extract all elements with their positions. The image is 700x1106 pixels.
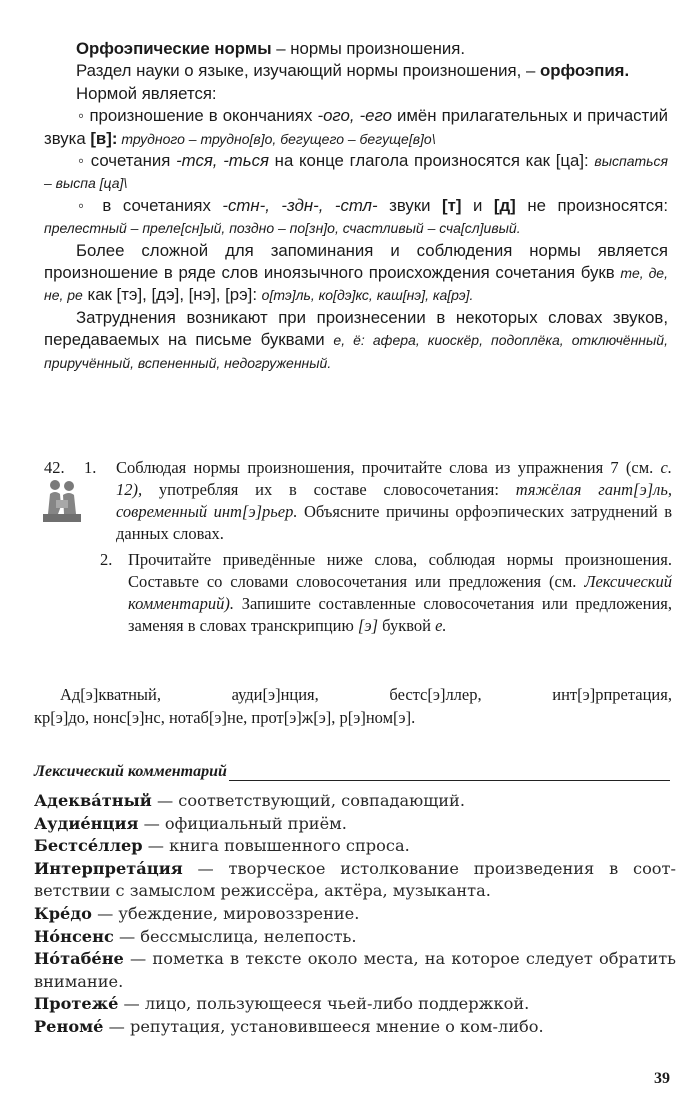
glossary-entry: Аудие́нция — официальный приём. [34,813,347,833]
task-number: 1. [84,458,97,477]
norm-bullet-3: ◦ в сочетаниях -стн-, -здн-, -стл- звуки [т] и [д] не произносятся: прелестный – преле[сн]ый, поздно – по[зн]о, счастливый – сча[сл]ивый. [44,195,669,237]
list-item: Ад[э]кватный, [60,685,161,704]
exercise-task-1: 42. 1. Соблюдая нормы произношения, прочитайте слова из упражнения 7 (см. с. 12), употребляя их в составе словосочетания: тяжёлая гант[э]ль, современный инт[э]рьер. Объясните причины орфоэпических затруднений в данных словах. [44,458,672,543]
glossary-entry: Но́табе́не — пометка в тексте около места, на которое следует обратить внимание. [34,949,676,991]
foreign-words-rule: Более сложной для запоминания и соблюдения нормы является произношение в ряде слов иноязычного происхождения сочетания букв те, де, не, ре как [тэ], [дэ], [нэ], [рэ]: о[тэ]ль, ко[дэ]кс, каш[нэ], ка[рэ]. [44,240,668,305]
glossary-entry: Реноме́ — репутация, установившееся мнение о ком-либо. [34,1016,544,1036]
term-orthoepic-norms: Орфоэпические нормы [76,39,272,58]
word-list-row: кр[э]до, нонс[э]нс, нотаб[э]не, прот[э]ж[э], р[э]ном[э]. [34,708,416,727]
term-orthoepy: орфоэпия. [539,61,630,81]
glossary-entry: Кре́до — убеждение, мировоззрение. [34,903,360,923]
lexical-commentary [34,790,676,1039]
lexical-commentary-heading: Лексический комментарий [34,759,670,781]
norm-bullet-2: ◦ сочетания -тся, -ться на конце глагола произносятся как [ца]: выспаться – выспа [ца]\ [44,151,668,192]
word-list-row [60,683,672,706]
list-item: ауди[э]нция, [231,685,319,704]
exercise-task-2: 2. Прочитайте приведённые ниже слова, соблюдая нормы произношения. Составьте со словами словосочетания или предложения (см. Лексический комментарий). Запишите составленные словосочетания или предложения, заменяя в словах транскрипцию [э] буквой е. [100,550,672,635]
norm-intro: Нормой является: [76,83,217,103]
bullet-icon: ◦ [78,106,85,126]
word-list [34,683,672,729]
definition-orthoepy: Раздел науки о языке, изучающий нормы произношения, – орфоэпия. [76,61,630,81]
list-item: инт[э]рпретация, [552,685,672,704]
glossary-entry: Бестсе́ллер — книга повышенного спроса. [34,836,410,856]
orthoepy-rules [44,38,668,374]
exercise-number: 42. [44,458,65,477]
glossary-entry: Но́нсенс — бессмыслица, нелепость. [34,926,357,946]
bullet-icon: ◦ [78,195,91,215]
glossary-entry: Протеже́ — лицо, пользующееся чьей-либо поддержкой. [34,994,530,1014]
heading-underline [229,763,670,781]
task-number: 2. [100,550,113,569]
glossary-entry: Адеква́тный — соответствующий, совпадающий. [34,791,465,810]
e-yo-rule: Затруднения возникают при произнесении в некоторых словах звуков, передаваемых на письме буквами е, ё: афера, киоскёр, подоплёка, отключённый, приручённый, вспененный, недогруженный. [44,307,668,371]
list-item: бестс[э]ллер, [389,685,482,704]
norm-bullet-1: ◦ произношение в окончаниях -ого, -его имён прилагательных и причастий звука [в]: трудного – трудно[в]о, бегущего – бегуще[в]о\ [44,106,668,148]
definition-orthoepic-norms: Орфоэпические нормы – нормы произношения. [76,39,466,58]
page-number: 39 [654,1070,670,1087]
glossary-entry: Интерпрета́ция — творческое истолкование произведения в соответствии с замыслом режиссёра, актёра, музыканта. [34,858,676,901]
bullet-icon: ◦ [78,151,86,171]
exercise-42 [44,457,672,637]
